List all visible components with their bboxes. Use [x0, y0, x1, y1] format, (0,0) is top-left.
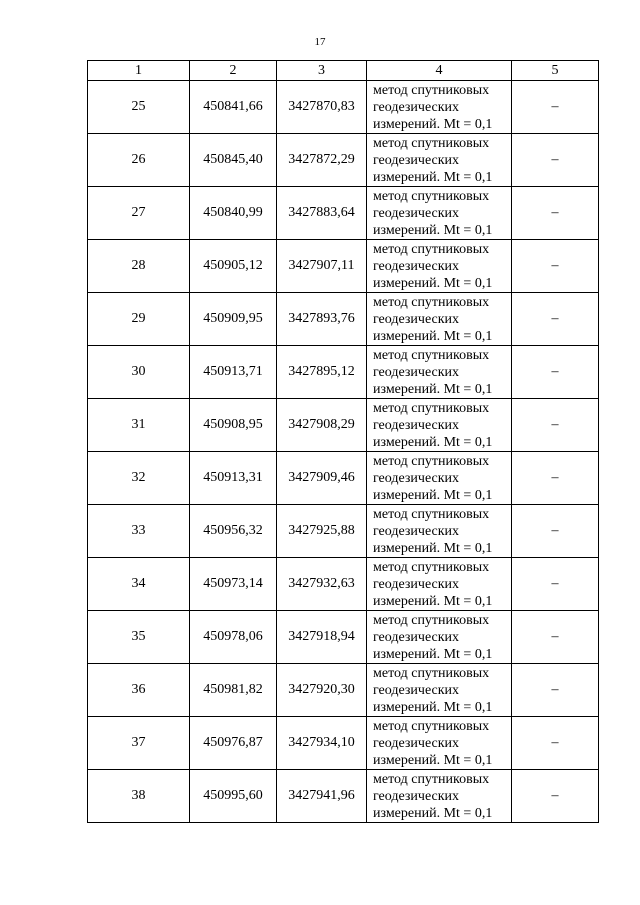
- method-line: метод спутниковых: [373, 347, 490, 363]
- method-cell: [367, 717, 512, 770]
- method-line: метод спутниковых: [373, 453, 490, 469]
- method-line: измерений. Mt = 0,1: [373, 434, 493, 450]
- x-coordinate-cell: 450976,87: [190, 717, 277, 770]
- y-coordinate-cell: 3427920,30: [277, 664, 367, 717]
- method-line: геодезических: [373, 258, 460, 274]
- x-coordinate-cell: 450840,99: [190, 187, 277, 240]
- header-col-5: 5: [512, 61, 599, 81]
- method-cell: [367, 399, 512, 452]
- table-row: [88, 505, 599, 558]
- method-line: измерений. Mt = 0,1: [373, 487, 493, 503]
- y-coordinate-cell: 3427870,83: [277, 81, 367, 134]
- method-line: геодезических: [373, 417, 460, 433]
- note-cell: –: [512, 81, 599, 134]
- note-cell: –: [512, 187, 599, 240]
- method-line: метод спутниковых: [373, 188, 490, 204]
- point-number-cell: 36: [88, 664, 190, 717]
- note-cell: –: [512, 611, 599, 664]
- table-row: [88, 134, 599, 187]
- coordinates-table: [87, 60, 599, 823]
- x-coordinate-cell: 450995,60: [190, 770, 277, 823]
- table-row: [88, 293, 599, 346]
- method-line: метод спутниковых: [373, 135, 490, 151]
- method-cell: [367, 293, 512, 346]
- method-line: метод спутниковых: [373, 241, 490, 257]
- x-coordinate-cell: 450956,32: [190, 505, 277, 558]
- point-number-cell: 30: [88, 346, 190, 399]
- x-coordinate-cell: 450913,31: [190, 452, 277, 505]
- table-row: [88, 664, 599, 717]
- point-number-cell: 29: [88, 293, 190, 346]
- header-col-1: 1: [88, 61, 190, 81]
- table-row: [88, 770, 599, 823]
- point-number-cell: 31: [88, 399, 190, 452]
- note-cell: –: [512, 399, 599, 452]
- method-line: измерений. Mt = 0,1: [373, 593, 493, 609]
- method-cell: [367, 187, 512, 240]
- method-line: метод спутниковых: [373, 718, 490, 734]
- note-cell: –: [512, 558, 599, 611]
- method-line: метод спутниковых: [373, 506, 490, 522]
- method-line: метод спутниковых: [373, 294, 490, 310]
- method-line: геодезических: [373, 523, 460, 539]
- point-number-cell: 35: [88, 611, 190, 664]
- table-row: [88, 81, 599, 134]
- y-coordinate-cell: 3427932,63: [277, 558, 367, 611]
- y-coordinate-cell: 3427934,10: [277, 717, 367, 770]
- y-coordinate-cell: 3427872,29: [277, 134, 367, 187]
- method-line: геодезических: [373, 311, 460, 327]
- method-line: метод спутниковых: [373, 559, 490, 575]
- method-line: геодезических: [373, 152, 460, 168]
- table-row: [88, 452, 599, 505]
- method-line: геодезических: [373, 576, 460, 592]
- table-row: [88, 187, 599, 240]
- note-cell: –: [512, 293, 599, 346]
- point-number-cell: 32: [88, 452, 190, 505]
- point-number-cell: 27: [88, 187, 190, 240]
- header-row: [88, 61, 599, 81]
- page-number: 17: [314, 36, 326, 48]
- table-row: [88, 611, 599, 664]
- y-coordinate-cell: 3427941,96: [277, 770, 367, 823]
- method-cell: [367, 770, 512, 823]
- y-coordinate-cell: 3427918,94: [277, 611, 367, 664]
- method-line: измерений. Mt = 0,1: [373, 805, 493, 821]
- method-line: метод спутниковых: [373, 612, 490, 628]
- table-row: [88, 240, 599, 293]
- method-line: метод спутниковых: [373, 665, 490, 681]
- method-line: измерений. Mt = 0,1: [373, 116, 493, 132]
- method-line: геодезических: [373, 470, 460, 486]
- x-coordinate-cell: 450841,66: [190, 81, 277, 134]
- method-line: геодезических: [373, 735, 460, 751]
- method-cell: [367, 240, 512, 293]
- y-coordinate-cell: 3427883,64: [277, 187, 367, 240]
- note-cell: –: [512, 505, 599, 558]
- method-line: геодезических: [373, 629, 460, 645]
- method-line: метод спутниковых: [373, 400, 490, 416]
- header-col-4: 4: [367, 61, 512, 81]
- method-line: геодезических: [373, 364, 460, 380]
- point-number-cell: 34: [88, 558, 190, 611]
- table-body: [88, 81, 599, 823]
- x-coordinate-cell: 450913,71: [190, 346, 277, 399]
- x-coordinate-cell: 450908,95: [190, 399, 277, 452]
- point-number-cell: 38: [88, 770, 190, 823]
- y-coordinate-cell: 3427908,29: [277, 399, 367, 452]
- y-coordinate-cell: 3427893,76: [277, 293, 367, 346]
- method-line: геодезических: [373, 788, 460, 804]
- method-line: измерений. Mt = 0,1: [373, 699, 493, 715]
- table-row: [88, 399, 599, 452]
- method-cell: [367, 81, 512, 134]
- table-header: [88, 61, 599, 81]
- table-row: [88, 346, 599, 399]
- y-coordinate-cell: 3427925,88: [277, 505, 367, 558]
- method-line: метод спутниковых: [373, 771, 490, 787]
- table-row: [88, 717, 599, 770]
- note-cell: –: [512, 452, 599, 505]
- note-cell: –: [512, 134, 599, 187]
- x-coordinate-cell: 450845,40: [190, 134, 277, 187]
- method-line: метод спутниковых: [373, 82, 490, 98]
- method-cell: [367, 558, 512, 611]
- point-number-cell: 26: [88, 134, 190, 187]
- method-cell: [367, 134, 512, 187]
- note-cell: –: [512, 717, 599, 770]
- method-line: измерений. Mt = 0,1: [373, 222, 493, 238]
- note-cell: –: [512, 346, 599, 399]
- method-line: измерений. Mt = 0,1: [373, 540, 493, 556]
- method-line: геодезических: [373, 682, 460, 698]
- x-coordinate-cell: 450981,82: [190, 664, 277, 717]
- method-line: измерений. Mt = 0,1: [373, 328, 493, 344]
- y-coordinate-cell: 3427895,12: [277, 346, 367, 399]
- method-line: геодезических: [373, 99, 460, 115]
- note-cell: –: [512, 240, 599, 293]
- method-line: геодезических: [373, 205, 460, 221]
- header-col-2: 2: [190, 61, 277, 81]
- method-cell: [367, 452, 512, 505]
- note-cell: –: [512, 664, 599, 717]
- x-coordinate-cell: 450973,14: [190, 558, 277, 611]
- method-line: измерений. Mt = 0,1: [373, 169, 493, 185]
- method-cell: [367, 664, 512, 717]
- method-line: измерений. Mt = 0,1: [373, 381, 493, 397]
- header-col-3: 3: [277, 61, 367, 81]
- y-coordinate-cell: 3427909,46: [277, 452, 367, 505]
- method-line: измерений. Mt = 0,1: [373, 752, 493, 768]
- method-cell: [367, 611, 512, 664]
- method-line: измерений. Mt = 0,1: [373, 275, 493, 291]
- note-cell: –: [512, 770, 599, 823]
- method-cell: [367, 505, 512, 558]
- x-coordinate-cell: 450905,12: [190, 240, 277, 293]
- table-row: [88, 558, 599, 611]
- point-number-cell: 25: [88, 81, 190, 134]
- point-number-cell: 37: [88, 717, 190, 770]
- y-coordinate-cell: 3427907,11: [277, 240, 367, 293]
- method-line: измерений. Mt = 0,1: [373, 646, 493, 662]
- x-coordinate-cell: 450909,95: [190, 293, 277, 346]
- point-number-cell: 33: [88, 505, 190, 558]
- x-coordinate-cell: 450978,06: [190, 611, 277, 664]
- method-cell: [367, 346, 512, 399]
- point-number-cell: 28: [88, 240, 190, 293]
